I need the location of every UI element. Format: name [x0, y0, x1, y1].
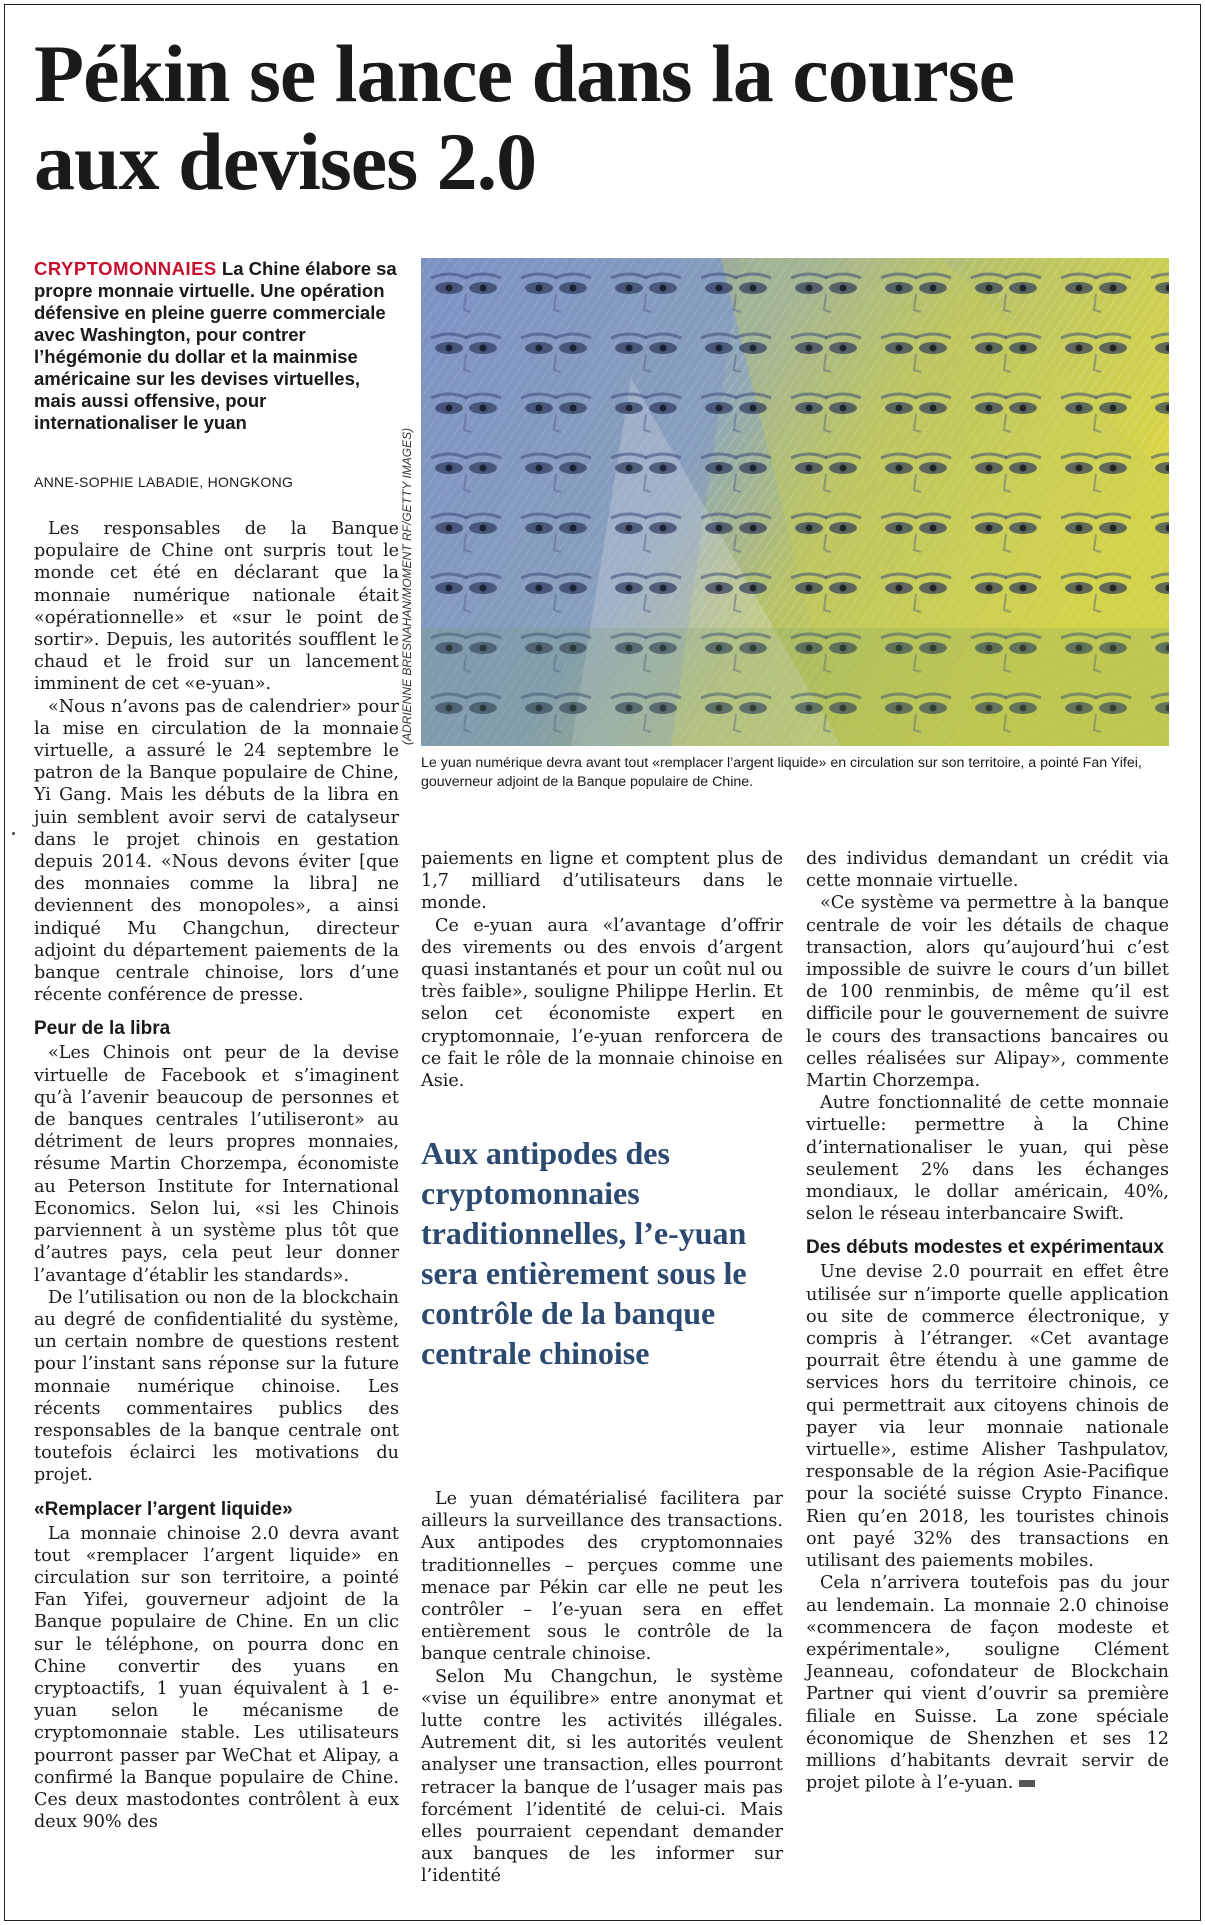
banknote-photo [421, 258, 1169, 746]
body-paragraph: Une devise 2.0 pourrait en effet être utilisée sur n’importe quelle application ou site de commerce électronique, y compris à l’étranger. «Cet avantage pourrait être étendu à une gamme de services hors du territoire chinois, ce qui permettrait aux citoyens chinois de payer via leur monnaie nationale virtuelle», estime Alisher Tashpulatov, responsable de la région Asie-Pacifique pour la société suisse Crypto Finance. Rien qu’en 2018, les touristes chinois ont payé 32% des transactions en utilisant des paiements mobiles. [806, 1262, 1169, 1572]
body-paragraph: Selon Mu Changchun, le système «vise un équilibre» entre anonymat et lutte contre les activités illégales. Autrement dit, si les autorités veulent analyser une transaction, elles pourront retracer la banque de l’usager mais pas forcément l’identité de celui-ci. Mais elles pourraient cependant demander aux banques de les informer sur l’identité [421, 1666, 783, 1887]
subheading-peur-libra: Peur de la libra [34, 1018, 171, 1040]
body-paragraph: paiements en ligne et comptent plus de 1,7 milliard d’utilisateurs dans le monde. [421, 849, 783, 914]
subheading-debuts-modestes: Des débuts modestes et expérimentaux [806, 1237, 1164, 1259]
byline: ANNE-SOPHIE LABADIE, HONGKONG [34, 474, 294, 490]
photo-credit [400, 427, 420, 745]
subheading-remplacer-argent: «Remplacer l’argent liquide» [34, 1498, 293, 1520]
body-paragraph [806, 1572, 1169, 1794]
headline-line-2: aux devises 2.0 [34, 116, 537, 207]
body-paragraph: des individus demandant un crédit via cette monnaie virtuelle. [806, 849, 1169, 892]
photo-credit-text: (ADRIENNE BRESNAHAN/MOMENT RF/GETTY IMAGES) [400, 427, 414, 745]
body-paragraph: Le yuan dématérialisé facilitera par ailleurs la surveillance des transactions. Aux antipodes des cryptomonnaies traditionnelles – perçues comme une menace par Pékin car elle ne peut les contrôler – l’e-yuan sera en effet entièrement sous le contrôle de la banque centrale chinoise. [421, 1489, 783, 1665]
lead-paragraph [34, 258, 399, 434]
body-paragraph: «Nous n’avons pas de calendrier» pour la mise en circulation de la monnaie virtuelle, a assuré le 24 septembre le patron de la Banque populaire de Chine, Yi Gang. Mais les débuts de la libra en juin semblent avoir servi de catalyseur dans le projet chinois en gestation depuis 2014. «Nous devons éviter [que des monnaies comme la libra] ne deviennent des monopoles», a ainsi indiqué Mu Changchun, directeur adjoint du département paiements de la banque centrale chinoise, lors d’une récente conférence de presse. [34, 696, 399, 1006]
kicker: CRYPTOMONNAIES [34, 258, 217, 279]
lead-text: La Chine élabore sa propre monnaie virtuelle. Une opération défensive en pleine guerre commerciale avec Washington, pour contrer l’hégémonie du dollar et la mainmise américaine sur les devises virtuelles, mais aussi offensive, pour internationaliser le yuan [34, 258, 397, 433]
headline-line-1: Pékin se lance dans la course [34, 28, 1015, 119]
body-paragraph: Les responsables de la Banque populaire de Chine ont surpris tout le monde cet été en déclarant que la monnaie numérique nationale était «opérationnelle» et «sur le point de sortir». Depuis, les autorités soufflent le chaud et le froid sur un lancement imminent de cet «e-yuan». [34, 519, 399, 695]
body-paragraph: De l’utilisation ou non de la blockchain au degré de confidentialité du système, un certain nombre de questions restent pour l’instant sans réponse sur la future monnaie numérique chinoise. Les récents commentaires publics des responsables de la banque centrale ont toutefois éclairci les motivations du projet. [34, 1287, 399, 1486]
photo-caption: Le yuan numérique devra avant tout «remplacer l’argent liquide» en circulation sur son territoire, a pointé Fan Yifei, gouverneur adjoint de la Banque populaire de Chine. [421, 755, 1142, 790]
article-column-2-top [421, 848, 783, 1092]
body-paragraph: La monnaie chinoise 2.0 devra avant tout «remplacer l’argent liquide» en circulation sur son territoire, a pointé Fan Yifei, gouverneur adjoint de la Banque populaire de Chine. En un clic sur le téléphone, on pourra donc en Chine convertir des yuans en cryptoactifs, 1 yuan équivalent à 1 e-yuan selon le mécanisme de cryptomonnaie stable. Les utilisateurs pourront passer par WeChat et Alipay, a confirmé la Banque populaire de Chine. Ces deux mastodontes contrôlent à eux deux 90% des [34, 1523, 399, 1833]
final-paragraph-text: Cela n’arrivera toutefois pas du jour au lendemain. La monnaie 2.0 chinoise «commencera de façon modeste et expérimentale», souligne Clément Jeanneau, cofondateur de Blockchain Partner qui vient d’ouvrir sa première filiale en Suisse. La zone spéciale économique de Shenzhen et ses 12 millions d’habitants devrait servir de projet pilote à l’e-yuan. [806, 1573, 1169, 1794]
body-paragraph: «Ce système va permettre à la banque centrale de voir les détails de chaque transaction, alors qu’aujourd’hui c’est impossible de suivre le cours d’un billet de 100 renminbis, de même qu’il est difficile pour le gouvernement de suivre le cours des transactions bancaires ou celles réalisées sur Alipay», commente Martin Chorzempa. [806, 893, 1169, 1092]
article-column-2-bottom [421, 1488, 783, 1888]
banknote-collage-image [421, 258, 1169, 746]
stray-mark [12, 832, 15, 835]
headline [34, 30, 1174, 206]
body-paragraph: Ce e-yuan aura «l’avantage d’offrir des virements ou des envois d’argent quasi instantanés et pour un coût nul ou très faible», souligne Philippe Herlin. Et selon cet économiste expert en cryptomonnaie, l’e-yuan renforcera de ce fait le rôle de la monnaie chinoise en Asie. [421, 915, 783, 1092]
end-mark [1019, 1780, 1035, 1787]
article-column-3 [806, 848, 1169, 1794]
body-paragraph: «Les Chinois ont peur de la devise virtuelle de Facebook et s’imaginent qu’à l’avenir beaucoup de personnes et de banques centrales l’utiliseront» au détriment de leurs propres monnaies, résume Martin Chorzempa, économiste au Peterson Institute for International Economics. Selon lui, «si les Chinois parviennent à un système plus tôt que d’autres pays, cela peut leur donner l’avantage d’établir les standards». [34, 1043, 399, 1286]
article-column-1 [34, 518, 399, 1833]
body-paragraph: Autre fonctionnalité de cette monnaie virtuelle: permettre à la Chine d’internationaliser le yuan, qui pèse seulement 2% dans les échanges mondiaux, le dollar américain, 40%, selon le réseau interbancaire Swift. [806, 1093, 1169, 1225]
pull-quote: Aux antipodes des cryptomonnaies traditionnelles, l’e-yuan sera entièrement sous le contrôle de la banque centrale chinoise [421, 1135, 747, 1371]
